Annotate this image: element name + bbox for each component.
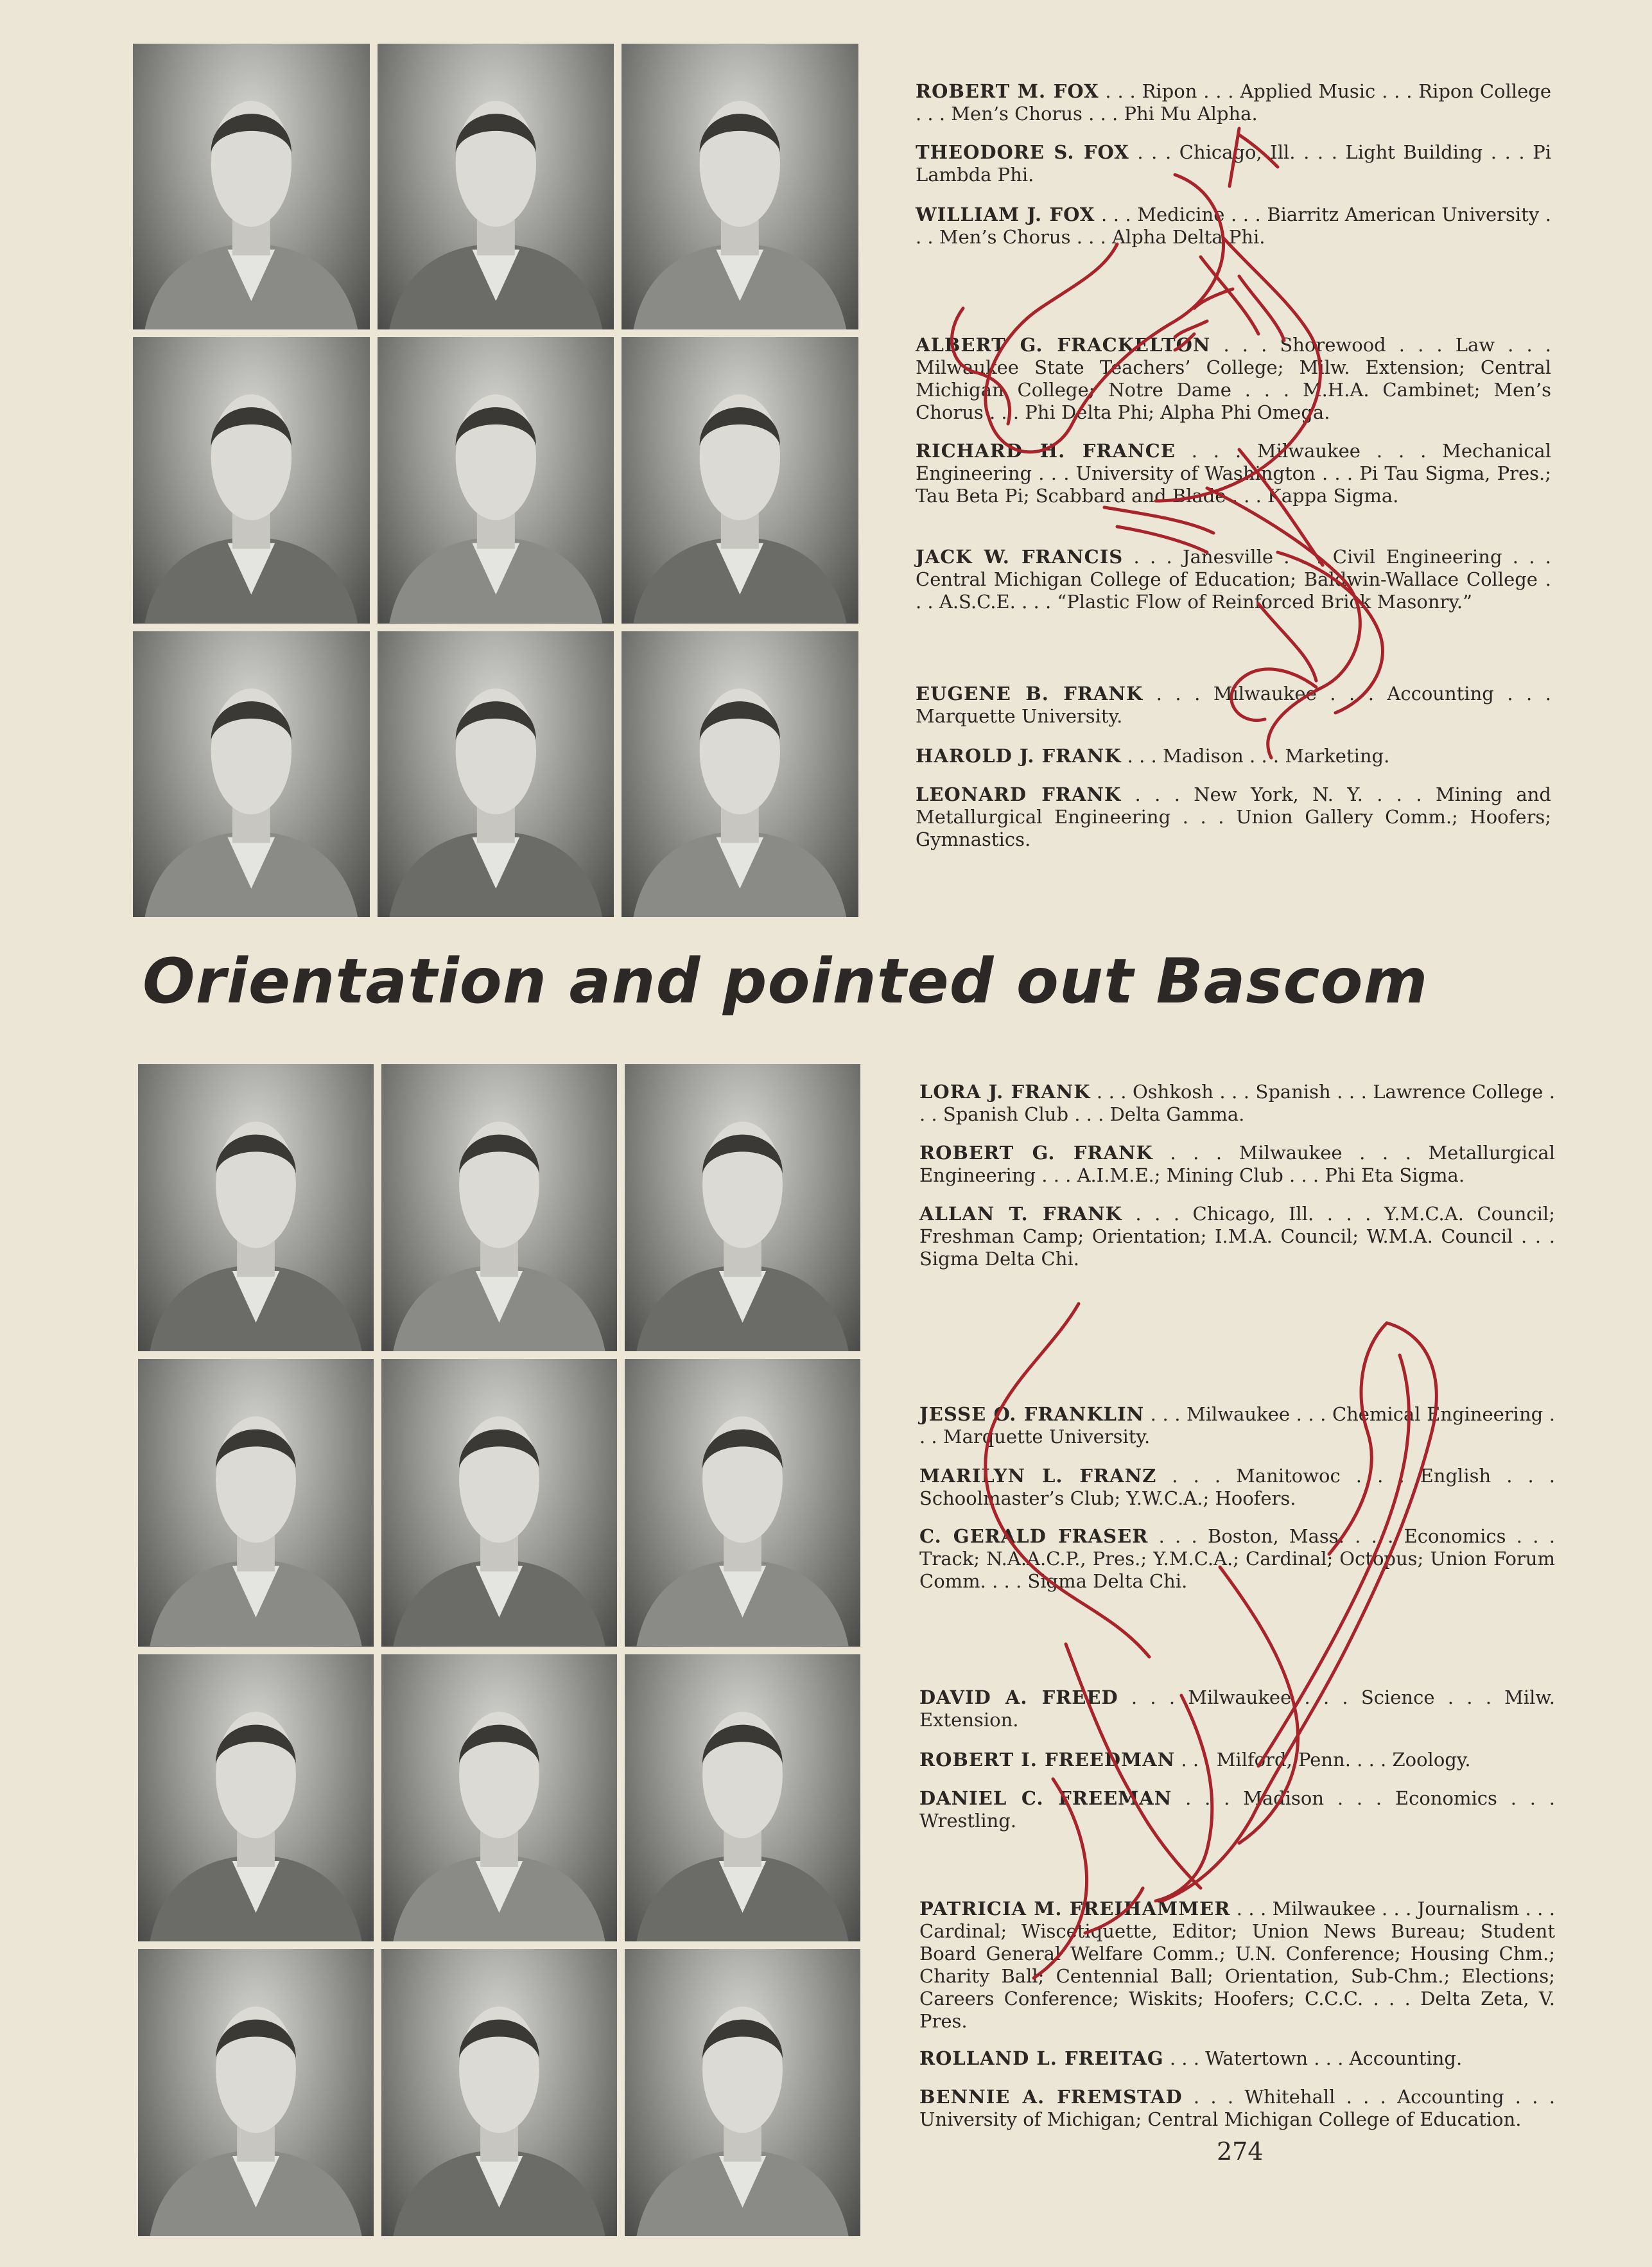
entry-name: ALLAN T. FRANK <box>919 1203 1122 1225</box>
entry <box>919 1081 1555 1126</box>
portrait-silhouette <box>133 337 370 623</box>
entry <box>916 141 1551 186</box>
entry <box>916 546 1551 613</box>
entry-name: ROBERT G. FRANK <box>919 1142 1153 1164</box>
entry-details: . . . Janesville . . . Civil Engineering . . . Central Michigan College of Education; Baldwin-Wallace College . . . A.S.C.E. . . . “Plastic Flow of Reinforced Brick Masonry.” <box>916 546 1551 613</box>
portrait-silhouette <box>138 1359 374 1646</box>
portrait-silhouette <box>622 337 858 623</box>
entry-name: LORA J. FRANK <box>919 1081 1091 1103</box>
portrait-silhouette <box>138 1654 374 1941</box>
entry-name: RICHARD H. FRANCE <box>916 440 1176 462</box>
entry-name: HAROLD J. FRANK <box>916 745 1122 767</box>
portrait-silhouette <box>625 1064 860 1351</box>
portrait-silhouette <box>378 44 614 329</box>
portrait-silhouette <box>625 1359 860 1646</box>
portrait-photo <box>381 1064 617 1351</box>
portrait-photo <box>381 1949 617 2236</box>
entry <box>919 1142 1555 1187</box>
portrait-photo <box>133 337 370 623</box>
portrait-photo <box>622 44 858 329</box>
portrait-photo <box>625 1064 860 1351</box>
entry <box>919 1749 1555 1771</box>
portrait-photo <box>625 1654 860 1941</box>
portrait-photo <box>381 1359 617 1646</box>
entry <box>919 2047 1555 2070</box>
entry-name: BENNIE A. FREMSTAD <box>919 2086 1183 2108</box>
entry-details: . . . Milford, Penn. . . . Zoology. <box>1175 1749 1471 1771</box>
portrait-silhouette <box>622 44 858 329</box>
page-heading: Orientation and pointed out Bascom <box>143 945 1429 1017</box>
portrait-silhouette <box>625 1654 860 1941</box>
entry-details: . . . Medicine . . . Biarritz American University . . . Men’s Chorus . . . Alpha Delta Phi. <box>916 204 1551 248</box>
entry-details: . . . Milwaukee . . . Accounting . . . Marquette University. <box>916 683 1551 727</box>
entry-details: . . . Milwaukee . . . Mechanical Engineering . . . University of Washington . . . Pi Tau Sigma, Pres.; Tau Beta Pi; Scabbard and Blade . . . Kappa Sigma. <box>916 440 1551 507</box>
entry-details: . . . Milwaukee . . . Science . . . Milw. Extension. <box>919 1686 1556 1731</box>
portrait-photo <box>625 1949 860 2236</box>
portrait-silhouette <box>381 1654 617 1941</box>
portrait-silhouette <box>381 1949 617 2236</box>
entry <box>919 1525 1555 1593</box>
entry-details: . . . Milwaukee . . . Journalism . . . Cardinal; Wiscetiquette, Editor; Union News Bureau; Student Board General Welfare Comm.; U.N. Conference; Housing Chm.; Charity Ball; Centennial Ball; Orientation, Sub-Chm.; Elections; Careers Conference; Wiskits; Hoofers; C.C.C. . . . Delta Zeta, V. Pres. <box>919 1898 1555 2032</box>
entry-details: . . . Milwaukee . . . Chemical Engineering . . . Marquette University. <box>919 1403 1555 1448</box>
entry-name: LEONARD FRANK <box>916 783 1122 805</box>
entry-name: PATRICIA M. FREIHAMMER <box>919 1898 1231 1920</box>
portrait-silhouette <box>133 631 370 917</box>
portrait-silhouette <box>138 1064 374 1351</box>
portrait-silhouette <box>625 1949 860 2236</box>
portrait-silhouette <box>378 337 614 623</box>
entry-name: WILLIAM J. FOX <box>916 204 1095 225</box>
entry <box>916 745 1551 767</box>
entry-details: . . . Milwaukee . . . Metallurgical Engineering . . . A.I.M.E.; Mining Club . . . Phi Eta Sigma. <box>919 1142 1555 1186</box>
entry-details: . . . Boston, Mass. . . . Economics . . . Track; N.A.A.C.P., Pres.; Y.M.C.A.; Cardinal; Octopus; Union Forum Comm. . . . Sigma Delta Chi. <box>919 1525 1555 1592</box>
entry <box>919 1686 1555 1731</box>
portrait-photo <box>138 1064 374 1351</box>
portrait-silhouette <box>133 44 370 329</box>
entry <box>919 2086 1555 2131</box>
entry <box>919 1465 1555 1510</box>
entry-details: . . . Madison . . . Economics . . . Wrestling. <box>919 1787 1555 1832</box>
entry-name: DAVID A. FREED <box>919 1686 1118 1708</box>
entry <box>916 440 1551 507</box>
entry <box>916 334 1551 424</box>
entry <box>916 204 1551 249</box>
entry-name: C. GERALD FRASER <box>919 1525 1149 1547</box>
entry-name: JACK W. FRANCIS <box>916 546 1124 568</box>
portrait-photo <box>625 1359 860 1646</box>
entry <box>919 1787 1555 1832</box>
entry-name: ROBERT I. FREEDMAN <box>919 1749 1176 1771</box>
portrait-silhouette <box>138 1949 374 2236</box>
entry <box>919 1203 1555 1270</box>
portrait-silhouette <box>378 631 614 917</box>
entry-details: . . . Whitehall . . . Accounting . . . University of Michigan; Central Michigan College of Education. <box>919 2086 1555 2130</box>
portrait-photo <box>622 631 858 917</box>
entry-details: . . . Chicago, Ill. . . . Light Building . . . Pi Lambda Phi. <box>916 141 1551 186</box>
entry-name: EUGENE B. FRANK <box>916 683 1143 705</box>
entry-name: ALBERT G. FRACKELTON <box>916 334 1211 356</box>
portrait-photo <box>381 1654 617 1941</box>
entry-name: THEODORE S. FOX <box>916 141 1129 163</box>
entry-details: . . . Watertown . . . Accounting. <box>1163 2047 1463 2069</box>
top-portrait-grid <box>133 44 858 917</box>
page-number: 274 <box>1217 2137 1264 2166</box>
entry-details: . . . Chicago, Ill. . . . Y.M.C.A. Council; Freshman Camp; Orientation; I.M.A. Council; W.M.A. Council . . . Sigma Delta Chi. <box>919 1203 1555 1270</box>
portrait-photo <box>378 44 614 329</box>
portrait-photo <box>138 1359 374 1646</box>
entry-details: . . . Manitowoc . . . English . . . Schoolmaster’s Club; Y.W.C.A.; Hoofers. <box>919 1465 1555 1509</box>
entry-details: . . . Shorewood . . . Law . . . Milwaukee State Teachers’ College; Milw. Extension; Central Michigan College; Notre Dame . . . M.H.A. Cambinet; Men’s Chorus . . . Phi Delta Phi; Alpha Phi Omega. <box>916 334 1551 423</box>
entry <box>916 683 1551 728</box>
entry-details: . . . New York, N. Y. . . . Mining and Metallurgical Engineering . . . Union Gallery Comm.; Hoofers; Gymnastics. <box>916 783 1551 850</box>
entry-details: . . . Ripon . . . Applied Music . . . Ripon College . . . Men’s Chorus . . . Phi Mu Alpha. <box>916 80 1551 125</box>
drawing-stroke <box>1201 257 1284 340</box>
entry <box>916 80 1551 125</box>
entry-name: ROLLAND L. FREITAG <box>919 2047 1164 2069</box>
entry-name: MARILYN L. FRANZ <box>919 1465 1157 1487</box>
entry <box>919 1403 1555 1448</box>
portrait-photo <box>133 44 370 329</box>
portrait-silhouette <box>381 1359 617 1646</box>
entry-name: DANIEL C. FREEMAN <box>919 1787 1172 1809</box>
portrait-photo <box>138 1654 374 1941</box>
entry-details: . . . Madison . . . Marketing. <box>1121 745 1390 767</box>
portrait-photo <box>133 631 370 917</box>
entry <box>919 1898 1555 2033</box>
portrait-photo <box>378 631 614 917</box>
portrait-photo <box>378 337 614 623</box>
portrait-photo <box>622 337 858 623</box>
portrait-silhouette <box>622 631 858 917</box>
entry-name: ROBERT M. FOX <box>916 80 1099 102</box>
entry-name: JESSE O. FRANKLIN <box>919 1403 1145 1425</box>
bottom-portrait-grid <box>138 1064 860 2236</box>
entry-details: . . . Oshkosh . . . Spanish . . . Lawrence College . . . Spanish Club . . . Delta Gamma. <box>919 1081 1555 1125</box>
portrait-silhouette <box>381 1064 617 1351</box>
portrait-photo <box>138 1949 374 2236</box>
entry <box>916 783 1551 851</box>
